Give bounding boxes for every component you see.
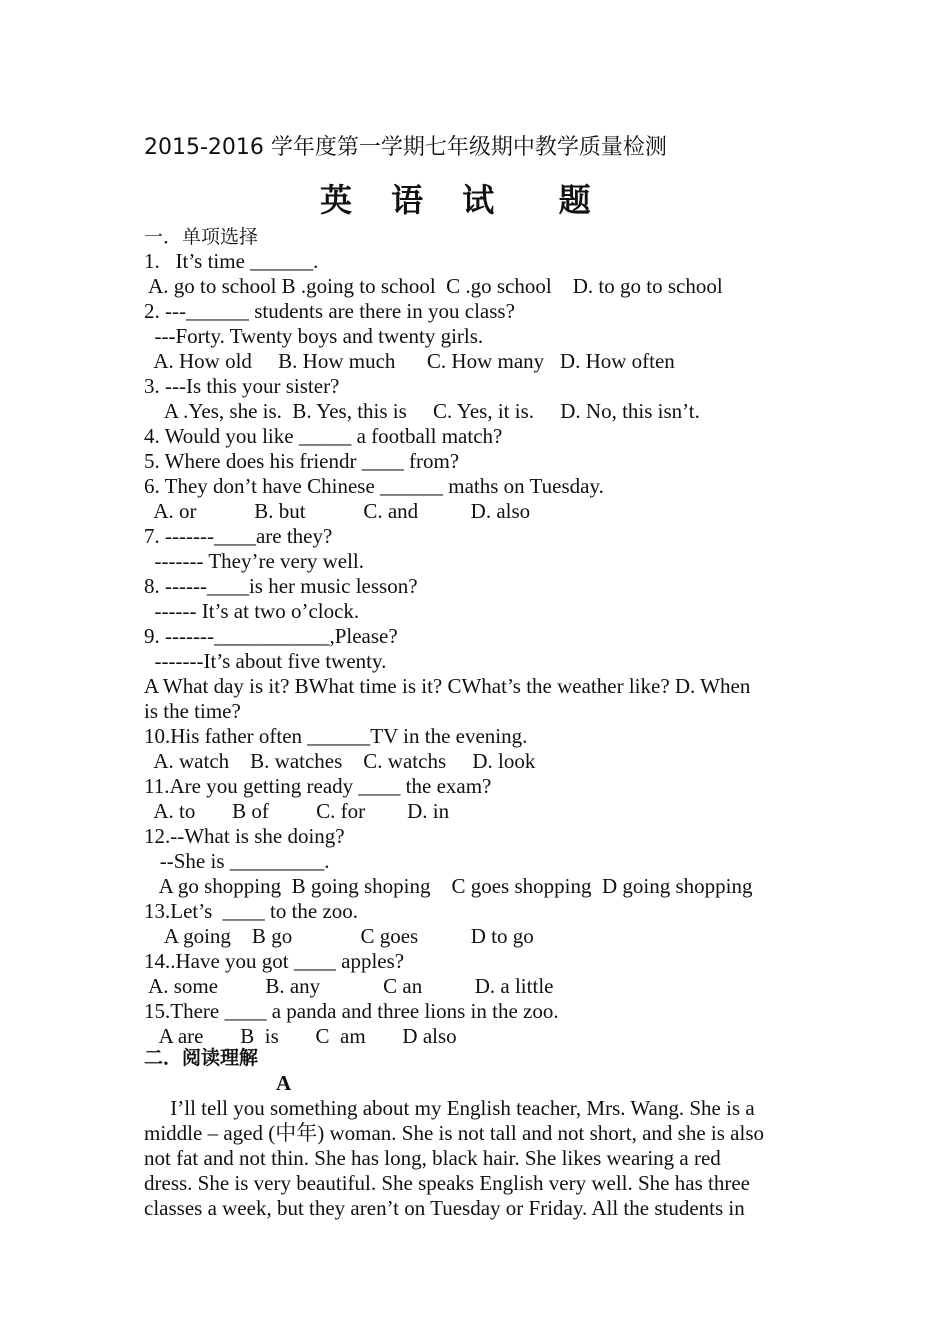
question-line: is the time? [144, 699, 241, 723]
question-line: ------ It’s at two o’clock. [144, 599, 360, 623]
question-line: A What day is it? BWhat time is it? CWhat’s the weather like? D. When [144, 674, 751, 698]
passage-line: I’ll tell you something about my English teacher, Mrs. Wang. She is a [144, 1096, 755, 1120]
question-line: ---Forty. Twenty boys and twenty girls. [144, 324, 484, 348]
question-line: A. go to school B .going to school C .go school D. to go to school [144, 274, 723, 298]
question-line: 14..Have you got ____ apples? [144, 949, 405, 973]
section-1-heading: 一．单项选择 [144, 226, 259, 248]
question-line: -------It’s about five twenty. [144, 649, 387, 673]
question-line: ------- They’re very well. [144, 549, 364, 573]
question-line: 5. Where does his friendr ____ from? [144, 449, 460, 473]
passage-line: dress. She is very beautiful. She speaks English very well. She has three [144, 1171, 750, 1195]
question-line: 11.Are you getting ready ____ the exam? [144, 774, 492, 798]
question-line: 3. ---Is this your sister? [144, 374, 340, 398]
question-line: A. or B. but C. and D. also [144, 499, 531, 523]
section-2-heading: 二．阅读理解 [144, 1047, 259, 1069]
question-line: A. to B of C. for D. in [144, 799, 450, 823]
question-line: A. watch B. watches C. watchs D. look [144, 749, 536, 773]
question-line: A go shopping B going shoping C goes shopping D going shopping [144, 874, 753, 898]
question-line: 4. Would you like _____ a football match? [144, 424, 503, 448]
subject-title: 英 语 试 题 [320, 181, 605, 219]
passage-line: classes a week, but they aren’t on Tuesday or Friday. All the students in [144, 1196, 745, 1220]
exam-header-title: 2015-2016 学年度第一学期七年级期中教学质量检测 [144, 135, 667, 160]
question-line: 6. They don’t have Chinese ______ maths on Tuesday. [144, 474, 604, 498]
passage-line: middle – aged (中年) woman. She is not tall and not short, and she is also [144, 1121, 764, 1145]
question-line: 8. ------____is her music lesson? [144, 574, 418, 598]
question-line: 2. ---______ students are there in you class? [144, 299, 515, 323]
question-line: 1. It’s time ______. [144, 249, 319, 273]
question-line: A. How old B. How much C. How many D. How often [144, 349, 675, 373]
question-line: 15.There ____ a panda and three lions in the zoo. [144, 999, 559, 1023]
question-line: --She is _________. [144, 849, 330, 873]
passage-line: not fat and not thin. She has long, black hair. She likes wearing a red [144, 1146, 721, 1170]
question-line: A. some B. any C an D. a little [144, 974, 554, 998]
question-line: 7. -------____are they? [144, 524, 333, 548]
question-line: A are B is C am D also [144, 1024, 457, 1048]
question-line: A .Yes, she is. B. Yes, this is C. Yes, it is. D. No, this isn’t. [144, 399, 700, 423]
question-line: 12.--What is she doing? [144, 824, 345, 848]
passage-label: A [276, 1071, 292, 1095]
question-line: 10.His father often ______TV in the evening. [144, 724, 528, 748]
question-line: A going B go C goes D to go [144, 924, 534, 948]
question-line: 9. -------___________,Please? [144, 624, 398, 648]
question-line: 13.Let’s ____ to the zoo. [144, 899, 359, 923]
